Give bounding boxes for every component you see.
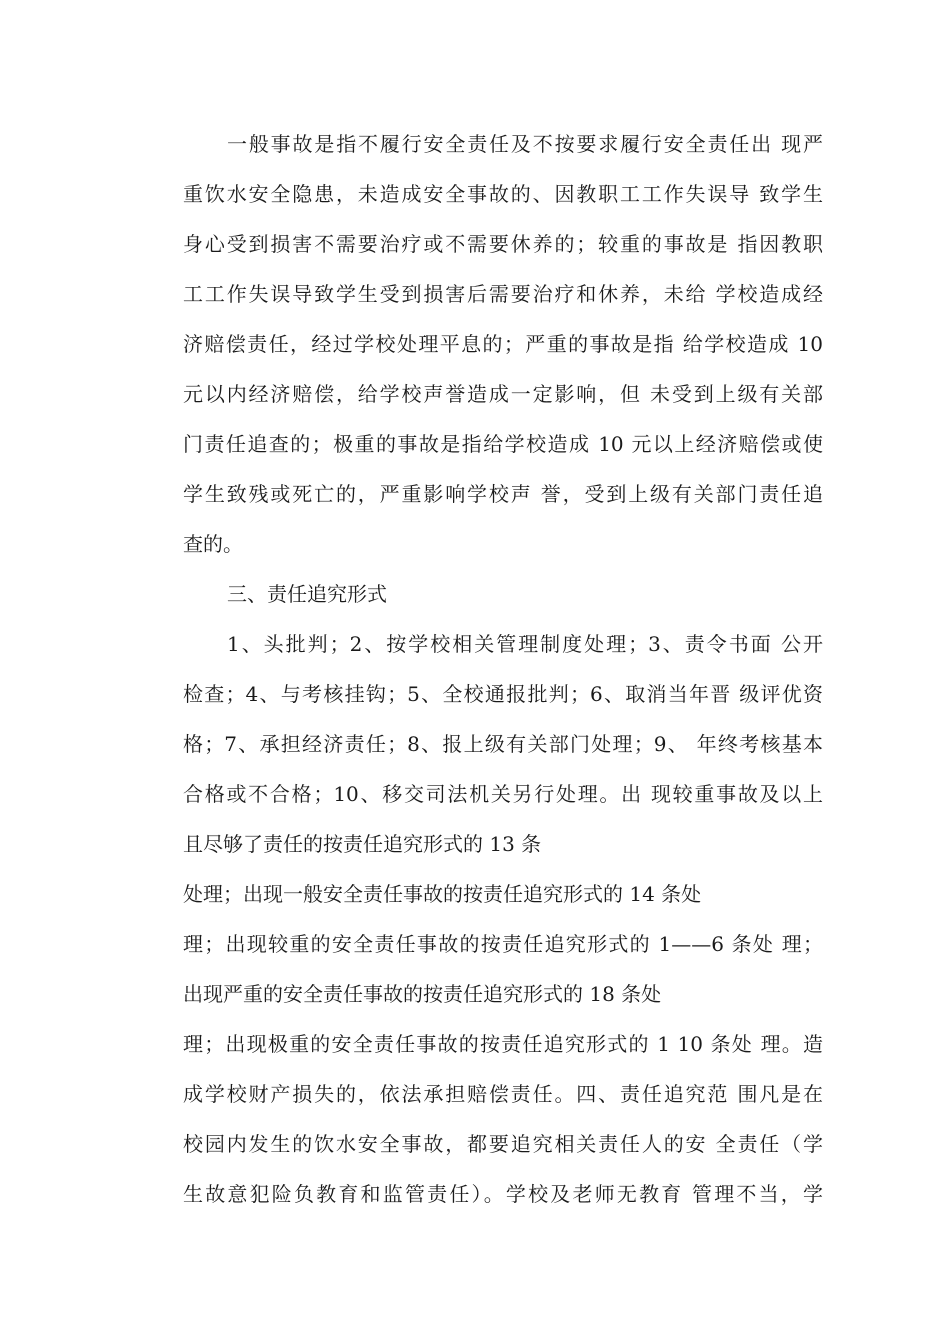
paragraph-line: 成学校财产损失的，依法承担赔偿责任。四、责任追究范 围凡是在 [183,1082,823,1106]
section-heading: 三、责任追究形式 [227,582,387,606]
paragraph-line: 门责任追查的；极重的事故是指给学校造成 10 元以上经济赔偿或使 [183,432,823,456]
paragraph-line: 理；出现较重的安全责任事故的按责任追究形式的 1——6 条处 理； [183,932,823,956]
paragraph-line: 1、头批判；2、按学校相关管理制度处理；3、责令书面 公开 [227,632,823,656]
paragraph-line: 处理；出现一般安全责任事故的按责任追究形式的 14 条处 [183,882,702,906]
paragraph-line: 格；7、承担经济责任；8、报上级有关部门处理；9、 年终考核基本 [183,732,823,756]
paragraph-line: 工工作失误导致学生受到损害后需要治疗和休养，未给 学校造成经 [183,282,823,306]
paragraph-line: 检查；4、与考核挂钩；5、全校通报批判；6、取消当年晋 级评优资 [183,682,823,706]
paragraph-line: 元以内经济赔偿，给学校声誉造成一定影响，但 未受到上级有关部 [183,382,823,406]
paragraph-line: 生故意犯险负教育和监管责任）。学校及老师无教育 管理不当，学 [183,1182,823,1206]
paragraph-line: 济赔偿责任，经过学校处理平息的；严重的事故是指 给学校造成 10 [183,332,823,356]
paragraph-line: 重饮水安全隐患，未造成安全事故的、因教职工工作失误导 致学生 [183,182,823,206]
paragraph-line: 合格或不合格；10、移交司法机关另行处理。出 现较重事故及以上 [183,782,823,806]
paragraph-line: 出现严重的安全责任事故的按责任追究形式的 18 条处 [183,982,662,1006]
paragraph-line: 且尽够了责任的按责任追究形式的 13 条 [183,832,542,856]
paragraph-line: 理；出现极重的安全责任事故的按责任追究形式的 1 10 条处 理。造 [183,1032,823,1056]
paragraph-line: 学生致残或死亡的，严重影响学校声 誉，受到上级有关部门责任追 [183,482,823,506]
paragraph-line: 身心受到损害不需要治疗或不需要休养的；较重的事故是 指因教职 [183,232,823,256]
paragraph-line: 查的。 [183,532,243,556]
paragraph-line: 校园内发生的饮水安全事故，都要追究相关责任人的安 全责任（学 [183,1132,823,1156]
paragraph-line: 一般事故是指不履行安全责任及不按要求履行安全责任出 现严 [227,132,823,156]
